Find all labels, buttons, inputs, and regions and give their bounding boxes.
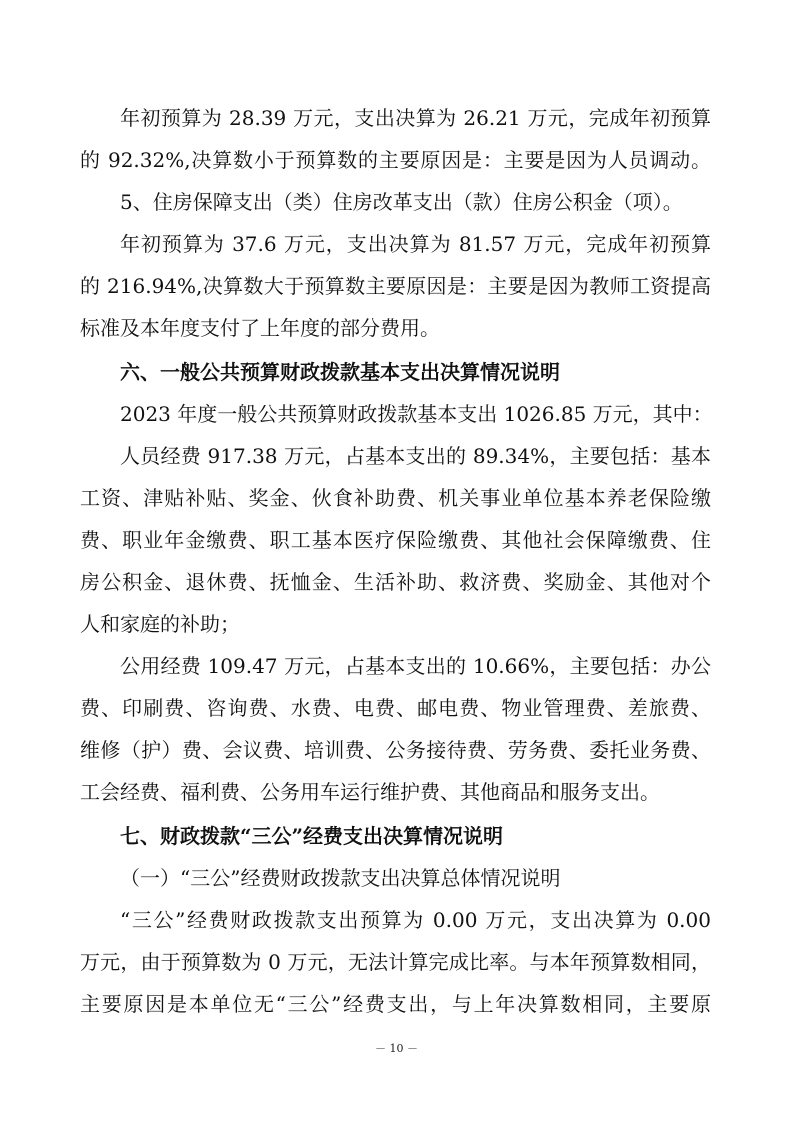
paragraph-line: 费、印刷费、咨询费、水费、电费、邮电费、物业管理费、差旅费、 [80,696,711,720]
paragraph-line: 年初预算为 28.39 万元，支出决算为 26.21 万元，完成年初预算 [120,106,711,130]
paragraph-line: “三公”经费财政拨款支出预算为 0.00 万元，支出决算为 0.00 [120,908,711,932]
paragraph-line: 工资、津贴补贴、奖金、伙食补助费、机关事业单位基本养老保险缴 [80,486,711,510]
paragraph-line: 标准及本年度支付了上年度的部分费用。 [80,316,440,340]
paragraph-line: 费、职业年金缴费、职工基本医疗保险缴费、其他社会保障缴费、住 [80,528,711,552]
paragraph-line: 主要原因是本单位无“三公”经费支出，与上年决算数相同，主要原 [80,992,711,1016]
paragraph-line: 房公积金、退休费、抚恤金、生活补助、救济费、奖励金、其他对个 [80,570,711,594]
paragraph-line: 的 216.94%,决算数大于预算数主要原因是：主要是因为教师工资提高 [80,274,711,298]
paragraph-line: 年初预算为 37.6 万元，支出决算为 81.57 万元，完成年初预算 [120,232,711,256]
paragraph-line: 工会经费、福利费、公务用车运行维护费、其他商品和服务支出。 [80,780,660,804]
paragraph-line: 的 92.32%,决算数小于预算数的主要原因是：主要是因为人员调动。 [80,148,711,172]
paragraph-line: 人员经费 917.38 万元，占基本支出的 89.34%，主要包括：基本 [120,444,711,468]
paragraph-line: 维修（护）费、会议费、培训费、公务接待费、劳务费、委托业务费、 [80,738,711,762]
paragraph-line: 2023 年度一般公共预算财政拨款基本支出 1026.85 万元，其中： [120,402,713,426]
section-heading: 七、财政拨款“三公”经费支出决算情况说明 [120,824,504,848]
paragraph-line: 人和家庭的补助； [80,612,240,636]
section-item-title: 5、住房保障支出（类）住房改革支出（款）住房公积金（项）。 [120,190,683,214]
subsection-heading: （一）“三公”经费财政拨款支出决算总体情况说明 [120,866,561,890]
paragraph-line: 万元，由于预算数为 0 万元，无法计算完成比率。与本年预算数相同， [80,950,711,974]
section-heading: 六、一般公共预算财政拨款基本支出决算情况说明 [120,360,560,384]
paragraph-line: 公用经费 109.47 万元，占基本支出的 10.66%，主要包括：办公 [120,654,711,678]
page-number: － 10 － [375,1042,418,1055]
